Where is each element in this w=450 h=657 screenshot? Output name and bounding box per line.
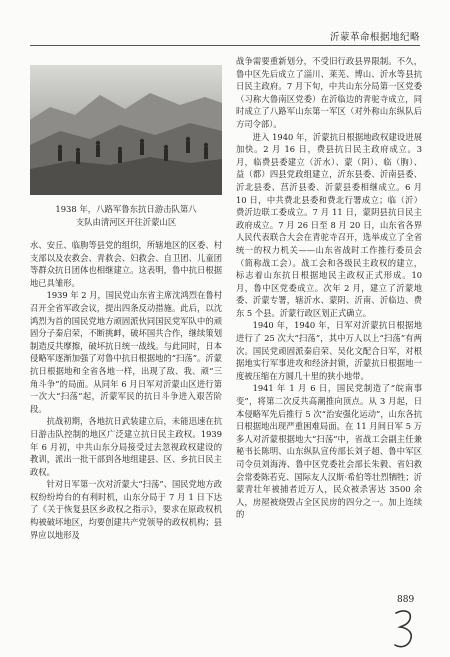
paragraph: 战争需要重新划分，不受旧行政县界限制。不久，鲁中区先后成立了淄川、莱芜、博山、沂水等县抗日民主政府。7 月下旬，中共山东分局第一区党委（习称大鲁南区党委）在沂临边的青驼寺成立，同时成立了八路军山东第一军区（对外称山东纵队后方司令部）。	[236, 56, 422, 129]
figure-caption	[30, 203, 222, 229]
paragraph: 1941 年 1 月 6 日，国民党制造了“皖南事变”，将第二次反共高潮推向顶点。从 3 月起，日本侵略军先后推行 5 次“治安强化运动”，山东各抗日根据地出现严重困难局面。在 11 月间日军 5 万多人对沂蒙根据地大“扫荡”中，省战工会副主任兼秘书长陈明、山东纵队宣传部长刘子超、鲁中军区司令员刘海涛、鲁中区党委社会部长朱毅、省妇救会常委陈若克、国际友人汉斯·希伯等壮烈牺牲；沂蒙青壮年被捕者近万人，民众被杀害达 3500 余人，房屋被烧毁占全区民房的四分之一。加上连续的	[236, 383, 422, 520]
page-number: 889	[397, 595, 415, 605]
running-title: 沂蒙革命根据地纪略	[329, 32, 420, 43]
caption-line-1: 1938 年，八路军鲁东抗日游击队第八	[55, 204, 197, 214]
paragraph: 1940 年，1940 年，日军对沂蒙抗日根据地进行了 25 次大“扫荡”，其中万人以上“扫荡”有两次。国民党顽固派秦启荣、吴化文配合日军，对根据地实行军事进攻和经济封锁，沂蒙抗日根据地一度被压缩在方圆几十里的狭小地带。	[236, 320, 422, 381]
left-column	[30, 55, 222, 597]
handwritten-mark-icon	[390, 607, 420, 651]
paragraph: 抗战初期，各地抗日武装建立后，未能迅速在抗日游击队控制的地区广泛建立抗日民主政权。1939 年 6 月初，中共山东分局接受过去忽视政权建设的教训，派出一批干部到各地组建县、区、乡抗日民主政权。	[30, 416, 222, 477]
right-column	[236, 55, 422, 597]
photo-scene-icon	[30, 65, 222, 195]
historical-photo	[30, 65, 222, 195]
page-footer	[0, 595, 450, 657]
paragraph: 进入 1940 年，沂蒙抗日根据地政权建设进展加快。2 月 16 日，费县抗日民主政府成立。3 月，临费县委建立（沂水）、蒙（阴）、临（朐）、益（都）四县党政组建立，沂东县委、沂南县委、沂北县委、莒沂县委、沂蒙县委相继成立。6 月 10 日，中共费北县委和费北行署成立；临（沂）费沂边联工委成立。7 月 11 日，蒙阴县抗日民主政府成立。7 月 26 日至 8 月 20 日，山东省各界人民代表联合大会在青驼寺召开，选举成立了全省统一的权力机关——山东省战时工作推行委员会（简称战工会）。战工会和各级民主政权的建立，标志着山东抗日根据地民主政权正式形成。10 月，鲁中区党委成立。次年 2 月，建立了沂蒙地委、沂蒙专署，辖沂水、蒙阴、沂南、沂临边、费东 5 个县。沂蒙行政区划正式确立。	[236, 131, 422, 318]
paragraph: 1939 年 2 月，国民党山东省主席沈鸿烈在鲁村召开全省军政会议，提出四条反动措施。此后，以沈鸿烈为首的国民党地方顽固派伙同国民党军队中的顽固分子秦启荣，不断挑衅，破坏国共合作，继续策划制造反共摩擦，破坏抗日统一战线。与此同时，日本侵略军逐渐加强了对鲁中抗日根据地的“扫荡”。沂蒙抗日根据地和全省各地一样，出现了敌、我、顽“三角斗争”的局面。从同年 6 月日军对沂蒙山区进行第一次大“扫荡”起，沂蒙军民的抗日斗争进入艰苦阶段。	[30, 290, 222, 414]
caption-line-2: 支队由清河区开往沂蒙山区	[75, 217, 177, 227]
paragraph: 针对日军第一次对沂蒙大“扫荡”、国民党地方政权纷纷垮台的有利时机，山东分局于 7 月 1 日下达了《关于恢复县区乡政权之指示》，要求在原政权机构被破坏地区，均要创建共产党领导的政权机构；县界应以地形及	[30, 479, 222, 540]
header-rule	[30, 45, 420, 46]
paragraph: 水、安丘、临朐等县党的组织，所辖地区的区委、村支部以及农救会、青救会、妇救会、自卫团、儿童团等群众抗日团体也相继建立。这表明，鲁中抗日根据地已具雏形。	[30, 240, 222, 288]
page-header	[0, 0, 450, 50]
